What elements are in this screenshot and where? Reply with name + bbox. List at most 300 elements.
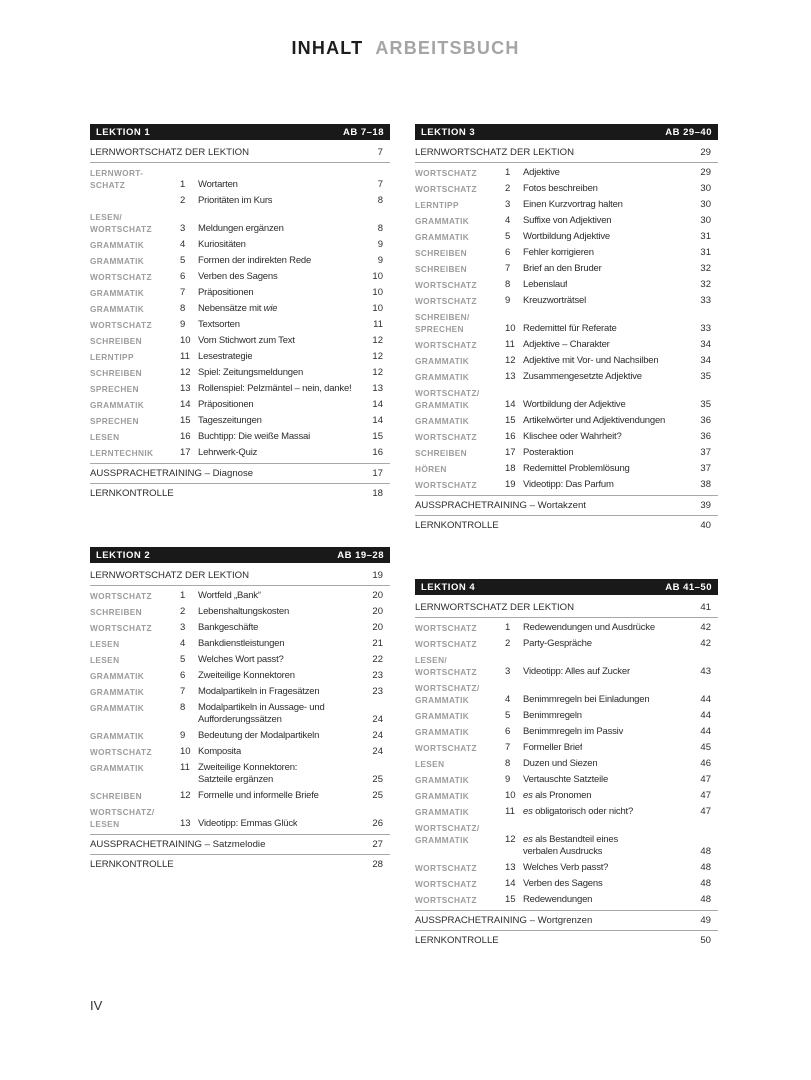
category-line: WORTSCHATZ/ [415,683,480,693]
lernwortschatz-row [415,140,718,163]
toc-item-row [415,638,718,650]
item-body [180,399,383,411]
toc-item-row [415,215,718,227]
item-number: 2 [180,606,186,617]
category-line: GRAMMATIK [415,416,470,426]
item-line [180,367,383,379]
item-body [505,463,711,475]
item-number: 15 [180,415,191,426]
section-lektion-4 [415,579,718,946]
category-label [90,447,180,459]
page-ref: 18 [372,488,383,499]
page-ref: 30 [700,183,711,194]
toc-item-row [415,247,718,259]
page-ref: 34 [700,339,711,350]
item-title: Formeller Brief [523,742,583,753]
category-line: GRAMMATIK [415,216,470,226]
section-footer-row [90,834,390,850]
page-ref: 28 [372,859,383,870]
item-number: 16 [505,431,516,442]
item-line [505,806,711,818]
category-line: SCHREIBEN/ [415,312,470,322]
category-label [415,295,505,307]
item-number: 7 [505,263,511,274]
item-number: 8 [180,303,186,314]
item-line [505,758,711,770]
page-ref: 48 [700,846,711,857]
category-line: SCHREIBEN [90,791,143,801]
footer-label: AUSSPRACHETRAINING – Wortgrenzen [415,915,593,926]
lernwortschatz-row [415,595,718,618]
page-ref: 12 [372,335,383,346]
item-body [180,762,383,786]
lektion-title: LEKTION 4 [421,581,476,593]
page-ref: 20 [372,590,383,601]
item-body [505,742,711,754]
item-number: 1 [505,167,511,178]
category-label [415,263,505,275]
category-label [415,215,505,227]
category-label [90,335,180,347]
item-title: Brief an den Bruder [523,263,602,274]
category-label [90,195,180,207]
toc-item-row [415,231,718,243]
item-title: Lebenslauf [523,279,568,290]
item-body [505,415,711,427]
category-label [415,431,505,443]
item-line [505,371,711,383]
page-ref: 36 [700,415,711,426]
item-number [180,774,198,786]
item-line [505,774,711,786]
item-number: 8 [505,279,511,290]
item-number: 7 [180,686,186,697]
category-line: WORTSCHATZ [90,320,152,330]
item-title: Bankdienstleistungen [198,638,285,649]
lernwortschatz-label: LERNWORTSCHATZ DER LEKTION [415,602,575,613]
item-title: Zweiteilige Konnektoren [198,670,295,681]
category-label [90,702,180,726]
category-line: WORTSCHATZ/ [415,823,480,833]
toc-item-row [415,463,718,475]
category-line: WORTSCHATZ [90,224,152,234]
category-line: WORTSCHATZ [415,667,477,677]
page-ref: 38 [700,479,711,490]
category-label [415,199,505,211]
page-ref: 8 [377,195,383,206]
toc-item-row [415,431,718,443]
category-line: GRAMMATIK [415,356,470,366]
category-label [415,167,505,179]
item-number: 13 [505,371,516,382]
item-body [180,638,383,650]
category-label [415,878,505,890]
category-label [90,762,180,786]
toc-item-row [415,279,718,291]
page-ref: 47 [700,774,711,785]
page-ref: 32 [700,263,711,274]
category-line: GRAMMATIK [415,372,470,382]
category-label [90,383,180,395]
page-ref: 48 [700,862,711,873]
item-body [505,666,711,678]
category-label [415,774,505,786]
item-title: Benimmregeln im Passiv [523,726,624,737]
item-number: 15 [505,894,516,905]
page-ref: 12 [372,351,383,362]
toc-item-row [90,606,390,618]
item-body [180,351,383,363]
page-ref: 33 [700,295,711,306]
item-line [180,239,383,251]
item-body [180,670,383,682]
category-line: WORTSCHATZ [415,168,477,178]
section-footer-row [415,930,718,946]
category-line: GRAMMATIK [90,671,145,681]
item-number: 1 [180,179,186,190]
item-number: 15 [505,415,516,426]
item-body [180,239,383,251]
toc-item-row [90,590,390,602]
category-label [90,351,180,363]
item-number: 10 [180,335,191,346]
item-body [180,590,383,602]
toc-item-row [90,702,390,726]
toc-item-row [90,195,390,207]
page-title [0,38,811,59]
item-line [505,710,711,722]
page-ref: 10 [372,271,383,282]
page-ref: 48 [700,894,711,905]
item-number: 4 [180,638,186,649]
page-ref: 40 [700,520,711,531]
item-line [180,255,383,267]
category-line: LESEN [90,432,120,442]
item-number: 7 [505,742,511,753]
section-footer-row [415,910,718,926]
category-label [90,255,180,267]
item-title: Modalpartikeln in Aussage- und [198,702,325,713]
item-line [180,431,383,443]
item-number: 12 [180,367,191,378]
category-line: LESEN/ [415,655,448,665]
item-body [505,247,711,259]
category-line: SPRECHEN [90,416,139,426]
item-body [180,367,383,379]
item-title: Fehler korrigieren [523,247,594,258]
toc-item-row [90,399,390,411]
item-number: 8 [505,758,511,769]
page-ref: 46 [700,758,711,769]
item-body [505,710,711,722]
page-ref: 19 [372,570,383,581]
page-ref: 8 [377,223,383,234]
item-line [180,287,383,299]
page-title-sub: ARBEITSBUCH [375,38,520,58]
category-label [415,682,505,706]
category-label [90,399,180,411]
page-ref: 44 [700,726,711,737]
page-ref: 32 [700,279,711,290]
item-body [180,319,383,331]
category-label [415,622,505,634]
item-body [180,179,383,191]
toc-item-row [90,730,390,742]
item-body [505,894,711,906]
category-label [415,387,505,411]
category-line: HÖREN [415,464,447,474]
item-title: Wortfeld „Bank“ [198,590,261,601]
page-ref: 37 [700,447,711,458]
item-number: 11 [505,339,515,350]
item-number: 4 [505,215,511,226]
item-body [180,702,383,726]
item-body [505,323,711,335]
lektion-page-range: AB 19–28 [337,549,384,561]
item-line [505,638,711,650]
category-label [415,355,505,367]
page-ref: 16 [372,447,383,458]
toc-item-row [90,654,390,666]
item-number: 6 [180,271,186,282]
category-line: GRAMMATIK [415,727,470,737]
item-title: Benimmregeln [523,710,582,721]
item-title: Adjektive mit Vor- und Nachsilben [523,355,659,366]
page-ref: 39 [700,500,711,511]
category-line: GRAMMATIK [90,304,145,314]
page-ref: 29 [700,167,711,178]
item-title: Einen Kurzvortrag halten [523,199,623,210]
item-title: Lesestrategie [198,351,253,362]
category-line: WORTSCHATZ [415,480,477,490]
item-body [505,862,711,874]
item-number: 3 [180,223,186,234]
page-ref: 24 [372,714,383,725]
item-line [505,894,711,906]
toc-item-row [90,790,390,802]
item-body [180,606,383,618]
toc-item-row [415,447,718,459]
toc-item-row [90,335,390,347]
item-title: Formelle und informelle Briefe [198,790,319,801]
toc-item-row [90,686,390,698]
item-title: Zweiteilige Konnektoren: [198,762,298,773]
page-ref: 29 [700,147,711,158]
item-body [180,303,383,315]
category-label [90,211,180,235]
item-line [180,335,383,347]
page-ref: 44 [700,694,711,705]
page-ref: 42 [700,622,711,633]
item-number: 9 [180,730,186,741]
page-ref: 22 [372,654,383,665]
toc-item-row [415,167,718,179]
lernwortschatz-label: LERNWORTSCHATZ DER LEKTION [90,147,250,158]
item-line [505,247,711,259]
page-ref: 47 [700,806,711,817]
toc-item-row [415,710,718,722]
category-label [415,742,505,754]
item-title: Party-Gespräche [523,638,592,649]
item-number: 5 [180,255,186,266]
lernwortschatz-row [90,140,390,163]
page-ref: 50 [700,935,711,946]
item-line [505,666,711,678]
lektion-page-range: AB 7–18 [343,126,384,138]
item-number: 13 [180,818,191,829]
page-ref: 17 [372,468,383,479]
section-footer-row [90,463,390,479]
item-number: 7 [180,287,186,298]
category-label [415,279,505,291]
item-body [505,399,711,411]
toc-item-row [90,638,390,650]
page-ref: 27 [372,839,383,850]
category-line: WORTSCHATZ [415,743,477,753]
item-line [180,746,383,758]
lektion-title: LEKTION 3 [421,126,476,138]
category-label [90,654,180,666]
toc-item-row [90,415,390,427]
page-ref: 25 [372,774,383,785]
category-label [90,590,180,602]
category-line: LESEN [90,639,120,649]
category-label [415,415,505,427]
page-ref: 49 [700,915,711,926]
category-line: WORTSCHATZ [90,747,152,757]
category-line: GRAMMATIK [415,807,470,817]
item-line [505,167,711,179]
category-label [415,790,505,802]
item-line [180,638,383,650]
item-title: verbalen Ausdrucks [523,846,603,857]
page-ref: 43 [700,666,711,677]
toc-item-row [415,295,718,307]
toc-item-row [90,319,390,331]
item-number: 6 [505,247,511,258]
item-body [505,758,711,770]
category-line: SCHATZ [90,180,126,190]
item-number: 4 [505,694,511,705]
item-line [505,231,711,243]
item-body [180,730,383,742]
category-line: LERNTECHNIK [90,448,154,458]
item-line [505,790,711,802]
toc-item-row [90,303,390,315]
item-title: Vertauschte Satzteile [523,774,609,785]
toc-item-row [90,167,390,191]
category-label [415,371,505,383]
page-ref: 23 [372,686,383,697]
page-ref: 14 [372,399,383,410]
item-body [505,834,711,858]
item-title: Tageszeitungen [198,415,262,426]
category-line: WORTSCHATZ/ [90,807,155,817]
item-body [505,790,711,802]
item-body [505,622,711,634]
page-ref: 44 [700,710,711,721]
item-number: 2 [505,183,511,194]
item-line [180,730,383,742]
page-ref: 42 [700,638,711,649]
toc-item-row [415,479,718,491]
toc-item-row [415,199,718,211]
item-line [505,834,711,846]
category-label [90,415,180,427]
category-line: LESEN [415,759,445,769]
item-body [180,447,383,459]
category-label [90,790,180,802]
category-line: SCHREIBEN [90,336,143,346]
item-line [505,183,711,195]
item-body [505,431,711,443]
item-number: 3 [505,666,511,677]
item-body [180,790,383,802]
item-line [505,399,711,411]
item-number: 1 [505,622,511,633]
page-ref: 9 [377,255,383,266]
toc-item-row [415,263,718,275]
category-line: GRAMMATIK [90,687,145,697]
item-number: 16 [180,431,191,442]
item-line [505,447,711,459]
item-title: Videotipp: Alles auf Zucker [523,666,630,677]
category-label [415,479,505,491]
category-line: LERNTIPP [415,200,459,210]
toc-item-row [415,339,718,351]
item-line [505,199,711,211]
category-label [90,622,180,634]
item-body [505,355,711,367]
category-line: WORTSCHATZ [90,591,152,601]
item-body [180,271,383,283]
item-number: 14 [180,399,191,410]
category-line: GRAMMATIK [415,232,470,242]
item-line [505,431,711,443]
item-line [180,223,383,235]
item-number: 4 [180,239,186,250]
item-body [505,694,711,706]
item-number: 9 [180,319,186,330]
item-number: 13 [505,862,516,873]
item-line [180,606,383,618]
toc-item-row [415,878,718,890]
category-label [415,463,505,475]
item-number: 6 [180,670,186,681]
item-body [180,335,383,347]
category-label [415,862,505,874]
toc-item-row [415,822,718,858]
item-body [505,295,711,307]
category-label [415,806,505,818]
category-label [415,758,505,770]
category-line: GRAMMATIK [90,763,145,773]
item-line [180,303,383,315]
page-ref: 37 [700,463,711,474]
lernwortschatz-row [90,563,390,586]
page-ref: 12 [372,367,383,378]
item-number [180,714,198,726]
item-title: Vom Stichwort zum Text [198,335,295,346]
item-body [180,622,383,634]
category-label [90,746,180,758]
toc-item-row [415,790,718,802]
category-line: WORTSCHATZ [415,432,477,442]
item-line [180,415,383,427]
item-line [180,179,383,191]
toc-item-row [415,862,718,874]
toc-item-row [90,351,390,363]
